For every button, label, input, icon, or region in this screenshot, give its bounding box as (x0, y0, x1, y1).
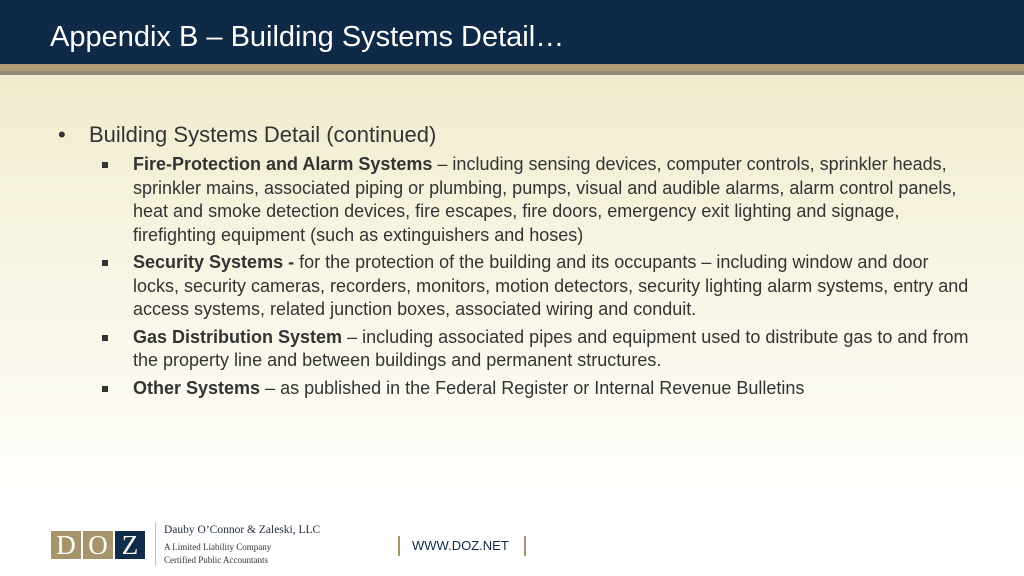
sub-bullet-heading: Security Systems - (133, 252, 295, 272)
round-bullet-icon: • (58, 122, 66, 147)
website-link[interactable]: WWW.DOZ.NET (412, 538, 509, 553)
logo-letter-o: O (83, 531, 113, 559)
website-bracket-right (524, 536, 526, 556)
sub-bullet-text: – including associated pipes and equipment used to distribute gas to and from the property line and between buildings and permanent structures. (133, 326, 969, 370)
logo-letter-z: Z (115, 531, 145, 559)
sub-bullet-heading: Fire-Protection and Alarm Systems (133, 154, 433, 174)
square-bullet-icon (102, 162, 108, 168)
sub-bullet-security (100, 251, 970, 322)
firm-name: Dauby O’Connor & Zaleski, LLC (164, 524, 321, 536)
slide-title: Appendix B – Building Systems Detail… (50, 21, 565, 53)
firm-type: A Limited Liability Company (164, 542, 272, 552)
sub-bullet-heading: Other Systems (133, 377, 261, 398)
doz-logo (51, 531, 147, 559)
firm-description: Certified Public Accountants (164, 555, 268, 565)
sub-bullet-text: – including sensing devices, computer controls, sprinkler heads, sprinkler mains, associated piping or plumbing, pumps, visual and audible alarms, alarm control panels, heat and smoke detection devices, fire escapes, fire doors, emergency exit lighting and signage, firefighting equipment (such as extinguishers and hoses) (133, 154, 957, 245)
sub-bullet-fire-protection (100, 153, 970, 247)
logo-letter-d: D (51, 531, 81, 559)
sub-bullet-gas-distribution (100, 326, 970, 373)
title-underline-tan (0, 64, 1024, 71)
website-bracket-left (398, 536, 400, 556)
sub-bullet-list (100, 153, 970, 404)
square-bullet-icon (102, 335, 108, 341)
bullet-level1-text: Building Systems Detail (continued) (89, 122, 437, 147)
sub-bullet-other-systems (100, 377, 970, 401)
footer-divider (155, 522, 156, 566)
sub-bullet-text: – as published in the Federal Register or Internal Revenue Bulletins (260, 377, 805, 398)
sub-bullet-heading: Gas Distribution System (133, 326, 343, 347)
square-bullet-icon (102, 386, 108, 392)
sub-bullet-text: for the protection of the building and its occupants – including window and door locks, security cameras, recorders, monitors, motion detectors, security lighting alarm systems, entry and access systems, related junction boxes, associated wiring and conduit. (133, 252, 969, 319)
square-bullet-icon (102, 260, 108, 266)
